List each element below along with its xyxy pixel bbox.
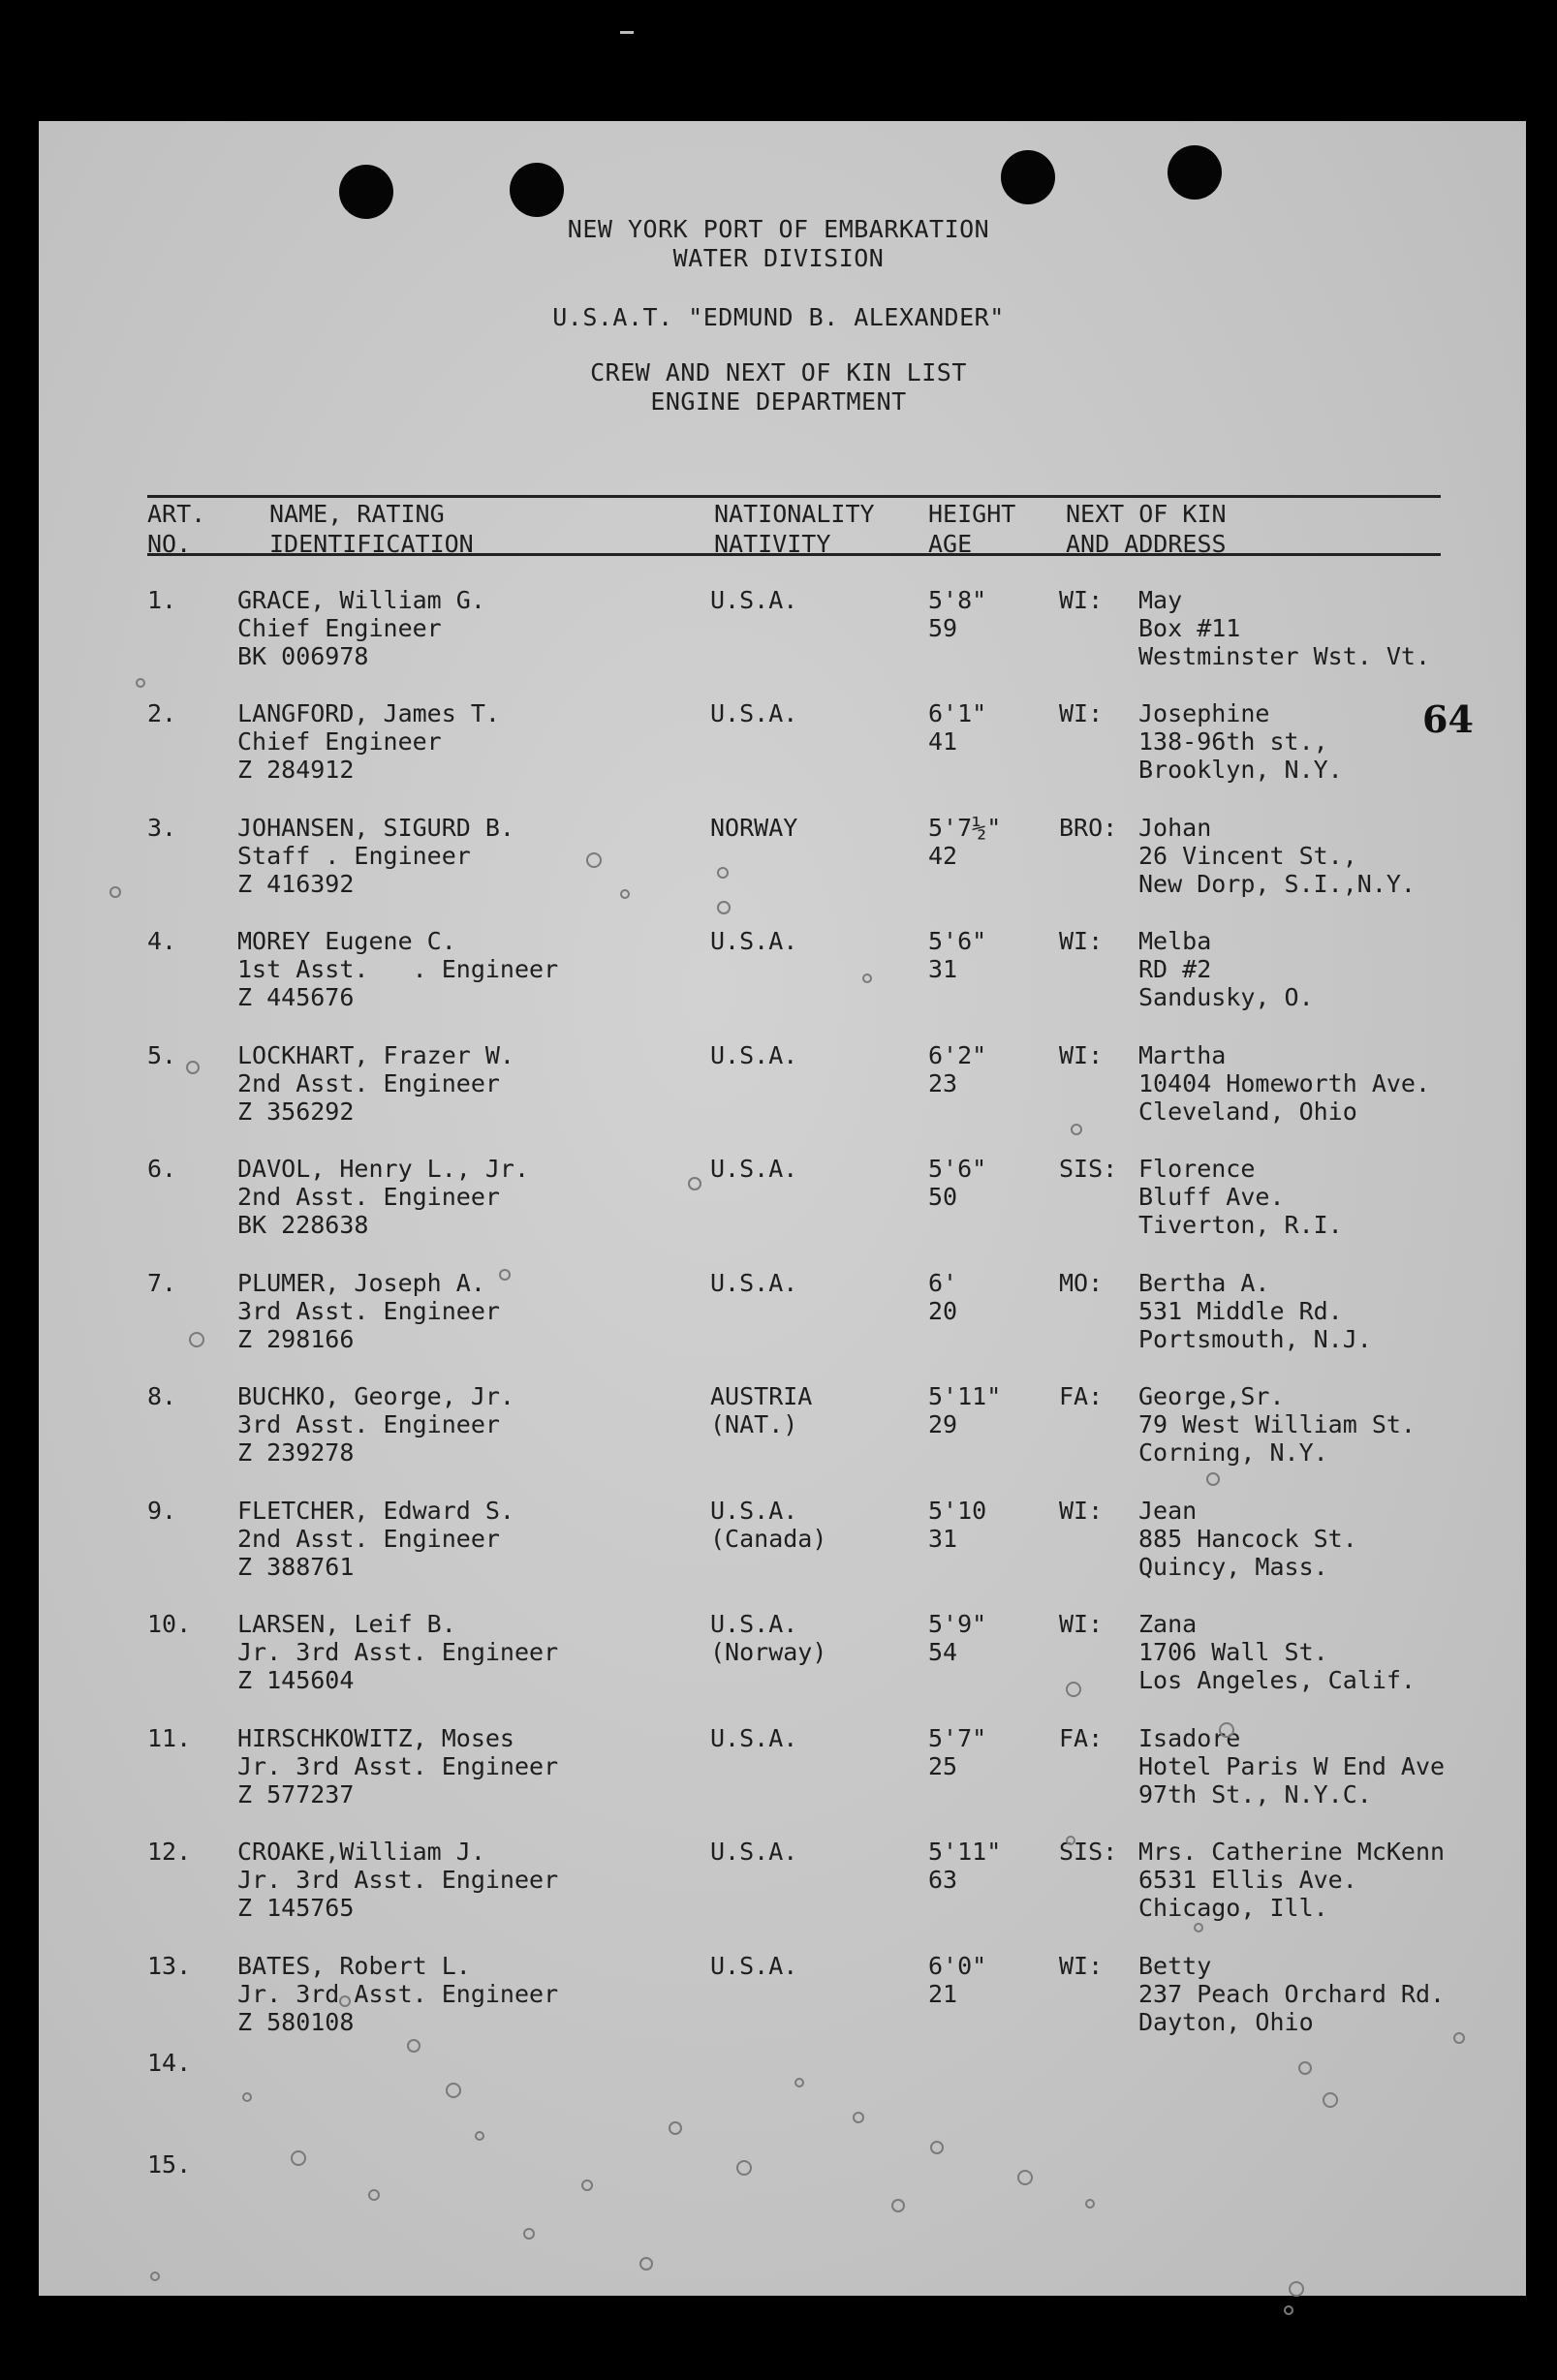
cell-relation: WI: <box>1059 1497 1104 1525</box>
height-age <box>928 1838 1001 1894</box>
kin-address <box>1138 1382 1416 1467</box>
cell-id: Z 298166 <box>237 1325 355 1353</box>
col-art: ART. NO. <box>147 500 206 558</box>
kin-address <box>1138 1155 1343 1239</box>
crew-name <box>237 814 514 898</box>
cell-rating: Staff . Engineer <box>237 842 471 870</box>
crew-name <box>237 1155 529 1239</box>
speck <box>189 1332 204 1347</box>
cell-kin: Josephine <box>1138 699 1270 727</box>
nationality <box>710 1952 797 1980</box>
cell-relation: WI: <box>1059 699 1104 727</box>
cell-height: 5'11" <box>928 1838 1002 1866</box>
nationality <box>710 1724 797 1752</box>
height-age <box>928 1041 986 1097</box>
punch-hole <box>510 163 564 217</box>
nationality <box>710 699 797 727</box>
cell-kin: George,Sr. <box>1138 1382 1285 1410</box>
cell-nationality: U.S.A. <box>710 586 798 614</box>
cell-id: BK 006978 <box>237 642 369 670</box>
cell-name: HIRSCHKOWITZ, Moses <box>237 1724 514 1752</box>
kin-address <box>1138 586 1430 670</box>
cell-addr2: Chicago, Ill. <box>1138 1894 1328 1922</box>
speck <box>242 2092 252 2102</box>
cell-relation: WI: <box>1059 1952 1104 1980</box>
speck <box>339 1995 351 2007</box>
cell-no: 10. <box>147 1610 192 1638</box>
speck <box>136 678 145 688</box>
speck <box>407 2039 420 2053</box>
cell-height: 5'7½" <box>928 814 1002 842</box>
cell-nationality: U.S.A. <box>710 1497 798 1525</box>
kin-relation <box>1059 1041 1103 1069</box>
cell-height: 6'0" <box>928 1952 987 1980</box>
punch-hole <box>1001 150 1055 204</box>
nationality <box>710 1041 797 1069</box>
art-no <box>147 1155 176 1183</box>
crew-name <box>237 927 558 1011</box>
cell-kin: Mrs. Catherine McKenn <box>1138 1838 1446 1866</box>
cell-addr2: Westminster Wst. Vt. <box>1138 642 1431 670</box>
cell-relation: FA: <box>1059 1724 1104 1752</box>
height-age <box>928 1952 986 2008</box>
cell-height: 5'8" <box>928 586 987 614</box>
cell-age: 23 <box>928 1069 958 1097</box>
cell-addr2: Brooklyn, N.Y. <box>1138 756 1343 784</box>
cell-addr2: Portsmouth, N.J. <box>1138 1325 1372 1353</box>
kin-address <box>1138 1610 1416 1694</box>
cell-age: 59 <box>928 614 958 642</box>
speck <box>1289 2281 1304 2297</box>
nationality <box>710 1497 826 1553</box>
cell-age: 41 <box>928 727 958 756</box>
cell-relation: BRO: <box>1059 814 1118 842</box>
speck <box>862 974 872 983</box>
crew-name <box>237 1952 558 2036</box>
cell-height: 6'2" <box>928 1041 987 1069</box>
cell-nationality: U.S.A. <box>710 1610 798 1638</box>
list-title: CREW AND NEXT OF KIN LIST <box>590 358 967 386</box>
cell-name: DAVOL, Henry L., Jr. <box>237 1155 530 1183</box>
cell-age: 25 <box>928 1752 958 1780</box>
cell-height: 5'7" <box>928 1724 987 1752</box>
cell-nationality: U.S.A. <box>710 1838 798 1866</box>
cell-rating: Jr. 3rd Asst. Engineer <box>237 1638 559 1666</box>
cell-kin: Johan <box>1138 814 1212 842</box>
cell-age: 31 <box>928 1525 958 1553</box>
cell-id: BK 228638 <box>237 1211 369 1239</box>
kin-relation <box>1059 1382 1103 1410</box>
kin-relation <box>1059 1269 1103 1297</box>
art-no <box>147 1497 176 1525</box>
art-no <box>147 2049 191 2077</box>
art-no <box>147 814 176 842</box>
cell-name: MOREY Eugene C. <box>237 927 456 955</box>
height-age <box>928 1610 986 1666</box>
nationality <box>710 1155 797 1183</box>
cell-addr2: Los Angeles, Calif. <box>1138 1666 1416 1694</box>
height-age <box>928 927 986 983</box>
cell-kin: Melba <box>1138 927 1212 955</box>
art-no <box>147 1724 191 1752</box>
cell-age: 42 <box>928 842 958 870</box>
cell-age: 21 <box>928 1980 958 2008</box>
speck <box>736 2160 752 2176</box>
kin-relation <box>1059 1724 1103 1752</box>
nationality <box>710 927 797 955</box>
kin-address <box>1138 1269 1372 1353</box>
cell-name: PLUMER, Joseph A. <box>237 1269 485 1297</box>
art-no <box>147 1382 176 1410</box>
crew-name <box>237 1269 500 1353</box>
crew-name <box>237 1838 558 1922</box>
cell-height: 6' <box>928 1269 958 1297</box>
cell-nativity: (Norway) <box>710 1638 827 1666</box>
nationality <box>710 1610 826 1666</box>
crew-name <box>237 1382 514 1467</box>
speck <box>586 852 602 868</box>
film-mark <box>620 31 634 34</box>
cell-height: 5'9" <box>928 1610 987 1638</box>
header-rule-top <box>147 495 1441 498</box>
cell-id: Z 239278 <box>237 1438 355 1467</box>
cell-relation: WI: <box>1059 1610 1104 1638</box>
cell-id: Z 145765 <box>237 1894 355 1922</box>
art-no <box>147 699 176 727</box>
cell-nativity: (Canada) <box>710 1525 827 1553</box>
col-kin: NEXT OF KIN AND ADDRESS <box>1066 500 1227 558</box>
cell-kin: Zana <box>1138 1610 1198 1638</box>
cell-no: 3. <box>147 814 177 842</box>
cell-rating: Chief Engineer <box>237 727 442 756</box>
cell-height: 6'1" <box>928 699 987 727</box>
page-number: 64 <box>1422 697 1474 741</box>
kin-address <box>1138 1497 1357 1581</box>
speck <box>446 2083 461 2098</box>
speck <box>853 2112 864 2123</box>
speck <box>109 886 121 898</box>
cell-addr1: RD #2 <box>1138 955 1212 983</box>
kin-address <box>1138 814 1416 898</box>
cell-nationality: AUSTRIA <box>710 1382 813 1410</box>
nationality <box>710 1269 797 1297</box>
cell-no: 12. <box>147 1838 192 1866</box>
height-age <box>928 699 986 756</box>
cell-addr1: 237 Peach Orchard Rd. <box>1138 1980 1446 2008</box>
speck <box>1085 2199 1095 2209</box>
speck <box>930 2141 944 2154</box>
cell-rating: 3rd Asst. Engineer <box>237 1297 500 1325</box>
art-no <box>147 1838 191 1866</box>
speck <box>1206 1472 1220 1486</box>
cell-no: 1. <box>147 586 177 614</box>
cell-nationality: U.S.A. <box>710 1269 798 1297</box>
cell-kin: Florence <box>1138 1155 1256 1183</box>
cell-kin: May <box>1138 586 1183 614</box>
speck <box>717 867 729 879</box>
speck <box>1284 2305 1293 2315</box>
cell-addr1: Box #11 <box>1138 614 1241 642</box>
speck <box>1071 1124 1082 1135</box>
cell-age: 29 <box>928 1410 958 1438</box>
cell-id: Z 284912 <box>237 756 355 784</box>
speck <box>620 889 630 899</box>
cell-no: 15. <box>147 2150 192 2179</box>
cell-height: 5'10 <box>928 1497 987 1525</box>
cell-no: 5. <box>147 1041 177 1069</box>
kin-relation <box>1059 699 1103 727</box>
nationality <box>710 1382 812 1438</box>
cell-name: LOCKHART, Frazer W. <box>237 1041 514 1069</box>
speck <box>1453 2032 1465 2044</box>
crew-name <box>237 699 500 784</box>
cell-nationality: U.S.A. <box>710 1041 798 1069</box>
cell-no: 4. <box>147 927 177 955</box>
cell-nativity: (NAT.) <box>710 1410 798 1438</box>
cell-addr1: 1706 Wall St. <box>1138 1638 1328 1666</box>
art-no <box>147 1269 176 1297</box>
speck <box>523 2228 535 2240</box>
cell-name: BATES, Robert L. <box>237 1952 471 1980</box>
cell-nationality: NORWAY <box>710 814 798 842</box>
cell-addr2: Corning, N.Y. <box>1138 1438 1328 1467</box>
kin-address <box>1138 927 1314 1011</box>
art-no <box>147 927 176 955</box>
cell-kin: Jean <box>1138 1497 1198 1525</box>
speck <box>891 2199 905 2212</box>
cell-addr2: Tiverton, R.I. <box>1138 1211 1343 1239</box>
cell-kin: Isadore <box>1138 1724 1241 1752</box>
cell-relation: FA: <box>1059 1382 1104 1410</box>
cell-age: 20 <box>928 1297 958 1325</box>
height-age <box>928 1497 986 1553</box>
cell-kin: Bertha A. <box>1138 1269 1270 1297</box>
cell-height: 5'6" <box>928 1155 987 1183</box>
speck <box>1066 1682 1081 1697</box>
kin-relation <box>1059 1497 1103 1525</box>
cell-relation: MO: <box>1059 1269 1104 1297</box>
cell-no: 9. <box>147 1497 177 1525</box>
speck <box>1323 2092 1338 2108</box>
cell-no: 14. <box>147 2049 192 2077</box>
cell-name: GRACE, William G. <box>237 586 485 614</box>
speck <box>475 2131 484 2141</box>
cell-no: 8. <box>147 1382 177 1410</box>
kin-address <box>1138 1724 1445 1808</box>
cell-height: 5'11" <box>928 1382 1002 1410</box>
speck <box>1194 1923 1203 1932</box>
kin-relation <box>1059 1952 1103 1980</box>
cell-name: BUCHKO, George, Jr. <box>237 1382 514 1410</box>
kin-address <box>1138 1952 1445 2036</box>
kin-address <box>1138 1041 1430 1126</box>
cell-rating: Chief Engineer <box>237 614 442 642</box>
cell-no: 11. <box>147 1724 192 1752</box>
speck <box>1219 1722 1234 1738</box>
height-age <box>928 1382 1001 1438</box>
speck <box>688 1177 701 1190</box>
cell-addr1: Bluff Ave. <box>1138 1183 1285 1211</box>
cell-addr2: Quincy, Mass. <box>1138 1553 1328 1581</box>
speck <box>291 2150 306 2166</box>
cell-no: 13. <box>147 1952 192 1980</box>
cell-addr2: New Dorp, S.I.,N.Y. <box>1138 870 1416 898</box>
crew-name <box>237 1497 514 1581</box>
kin-address <box>1138 1838 1445 1922</box>
cell-id: Z 580108 <box>237 2008 355 2036</box>
cell-rating: 3rd Asst. Engineer <box>237 1410 500 1438</box>
cell-id: Z 445676 <box>237 983 355 1011</box>
cell-age: 50 <box>928 1183 958 1211</box>
crew-name <box>237 1041 514 1126</box>
cell-relation: SIS: <box>1059 1838 1118 1866</box>
cell-name: LANGFORD, James T. <box>237 699 500 727</box>
cell-rating: Jr. 3rd Asst. Engineer <box>237 1980 559 2008</box>
kin-relation <box>1059 927 1103 955</box>
speck <box>717 901 731 914</box>
cell-relation: WI: <box>1059 927 1104 955</box>
department-title: ENGINE DEPARTMENT <box>650 387 907 416</box>
cell-addr1: 531 Middle Rd. <box>1138 1297 1343 1325</box>
punch-hole <box>1168 145 1222 200</box>
cell-rating: Jr. 3rd Asst. Engineer <box>237 1752 559 1780</box>
speck <box>368 2189 380 2201</box>
col-nationality: NATIONALITY NATIVITY <box>714 500 875 558</box>
art-no <box>147 1041 176 1069</box>
art-no <box>147 2150 191 2179</box>
cell-rating: 2nd Asst. Engineer <box>237 1525 500 1553</box>
cell-addr2: Cleveland, Ohio <box>1138 1097 1357 1126</box>
speck <box>639 2257 653 2271</box>
cell-age: 63 <box>928 1866 958 1894</box>
header-title-line2: WATER DIVISION <box>672 244 885 272</box>
cell-relation: SIS: <box>1059 1155 1118 1183</box>
cell-name: LARSEN, Leif B. <box>237 1610 456 1638</box>
speck <box>150 2272 160 2281</box>
art-no <box>147 1952 191 1980</box>
cell-id: Z 388761 <box>237 1553 355 1581</box>
cell-addr1: 138-96th st., <box>1138 727 1328 756</box>
cell-age: 54 <box>928 1638 958 1666</box>
cell-no: 2. <box>147 699 177 727</box>
speck <box>794 2078 804 2087</box>
speck <box>186 1061 200 1074</box>
cell-addr2: 97th St., N.Y.C. <box>1138 1780 1372 1808</box>
cell-nationality: U.S.A. <box>710 927 798 955</box>
cell-no: 7. <box>147 1269 177 1297</box>
height-age <box>928 1269 957 1325</box>
cell-addr1: 10404 Homeworth Ave. <box>1138 1069 1431 1097</box>
art-no <box>147 586 176 614</box>
vessel-name: U.S.A.T. "EDMUND B. ALEXANDER" <box>552 303 1005 331</box>
speck <box>499 1269 511 1281</box>
cell-addr2: Sandusky, O. <box>1138 983 1314 1011</box>
kin-relation <box>1059 1610 1103 1638</box>
cell-addr1: 6531 Ellis Ave. <box>1138 1866 1357 1894</box>
header-title-line1: NEW YORK PORT OF EMBARKATION <box>567 215 990 243</box>
cell-rating: Jr. 3rd Asst. Engineer <box>237 1866 559 1894</box>
speck <box>669 2121 682 2135</box>
kin-relation <box>1059 1155 1117 1183</box>
punch-hole <box>339 165 393 219</box>
cell-name: FLETCHER, Edward S. <box>237 1497 514 1525</box>
speck <box>1066 1836 1075 1845</box>
cell-nationality: U.S.A. <box>710 1952 798 1980</box>
speck <box>581 2179 593 2191</box>
cell-addr1: 79 West William St. <box>1138 1410 1416 1438</box>
speck <box>1017 2170 1033 2185</box>
cell-rating: 2nd Asst. Engineer <box>237 1069 500 1097</box>
cell-addr1: Hotel Paris W End Ave <box>1138 1752 1446 1780</box>
cell-no: 6. <box>147 1155 177 1183</box>
kin-relation <box>1059 586 1103 614</box>
cell-age: 31 <box>928 955 958 983</box>
cell-id: Z 577237 <box>237 1780 355 1808</box>
kin-relation <box>1059 814 1117 842</box>
cell-name: CROAKE,William J. <box>237 1838 485 1866</box>
cell-height: 5'6" <box>928 927 987 955</box>
height-age <box>928 1724 986 1780</box>
cell-id: Z 145604 <box>237 1666 355 1694</box>
crew-name <box>237 1610 558 1694</box>
cell-nationality: U.S.A. <box>710 1155 798 1183</box>
nationality <box>710 1838 797 1866</box>
cell-id: Z 416392 <box>237 870 355 898</box>
cell-addr2: Dayton, Ohio <box>1138 2008 1314 2036</box>
art-no <box>147 1610 191 1638</box>
col-height: HEIGHT AGE <box>928 500 1016 558</box>
cell-nationality: U.S.A. <box>710 1724 798 1752</box>
cell-nationality: U.S.A. <box>710 699 798 727</box>
nationality <box>710 586 797 614</box>
cell-name: JOHANSEN, SIGURD B. <box>237 814 514 842</box>
cell-addr1: 885 Hancock St. <box>1138 1525 1357 1553</box>
speck <box>1298 2061 1312 2075</box>
kin-address <box>1138 699 1343 784</box>
crew-name <box>237 586 485 670</box>
cell-id: Z 356292 <box>237 1097 355 1126</box>
cell-relation: WI: <box>1059 1041 1104 1069</box>
nationality <box>710 814 797 842</box>
height-age <box>928 586 986 642</box>
cell-kin: Martha <box>1138 1041 1227 1069</box>
col-name: NAME, RATING IDENTIFICATION <box>269 500 474 558</box>
cell-rating: 1st Asst. . Engineer <box>237 955 559 983</box>
crew-name <box>237 1724 558 1808</box>
cell-addr1: 26 Vincent St., <box>1138 842 1357 870</box>
cell-kin: Betty <box>1138 1952 1212 1980</box>
height-age <box>928 814 1001 870</box>
cell-rating: 2nd Asst. Engineer <box>237 1183 500 1211</box>
height-age <box>928 1155 986 1211</box>
cell-relation: WI: <box>1059 586 1104 614</box>
